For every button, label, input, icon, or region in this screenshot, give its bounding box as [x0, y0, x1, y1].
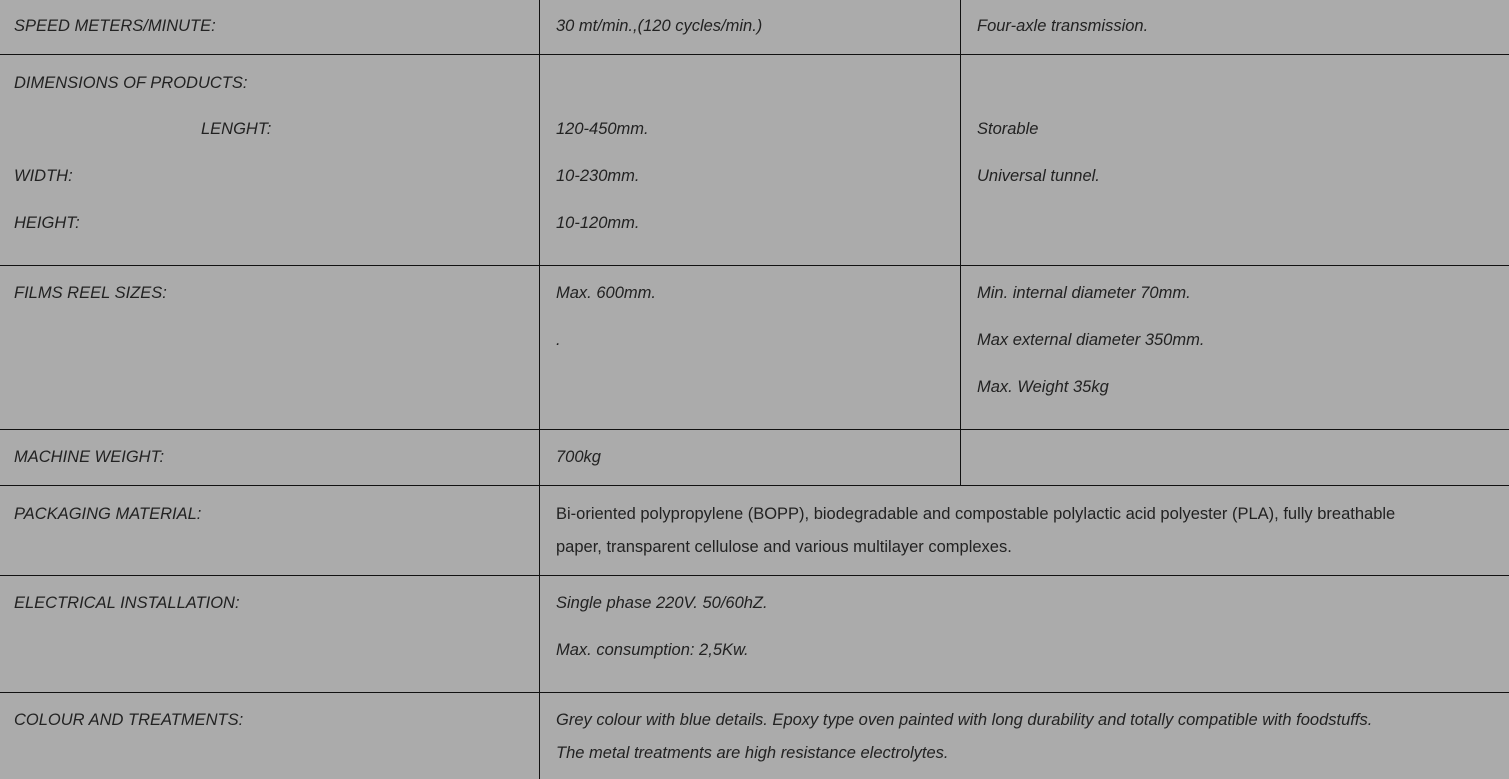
- spec-value-cell: [539, 0, 960, 54]
- spec-label-cell: [0, 430, 539, 485]
- spec-value-cell: [539, 266, 960, 429]
- spec-label: FILMS REEL SIZES:: [14, 284, 167, 302]
- spec-label: PACKAGING MATERIAL:: [14, 505, 202, 523]
- table-row-packaging-material: [0, 486, 1509, 576]
- spec-note: Four-axle transmission.: [977, 17, 1149, 35]
- spec-value: 10-120mm.: [556, 214, 640, 232]
- table-row-machine-weight: [0, 430, 1509, 486]
- spec-label-cell: [0, 486, 539, 575]
- spec-label: SPEED METERS/MINUTE:: [14, 17, 216, 35]
- spec-label: COLOUR AND TREATMENTS:: [14, 711, 244, 729]
- spec-value-cell: [539, 486, 1509, 575]
- table-row-film-reels: [0, 266, 1509, 430]
- spec-value: Bi-oriented polypropylene (BOPP), biodegradable and compostable polylactic acid polyester (PLA), fully breathable: [556, 505, 1396, 523]
- table-row-speed: [0, 0, 1509, 55]
- spec-value: paper, transparent cellulose and various multilayer complexes.: [556, 538, 1012, 556]
- spec-value: Max. consumption: 2,5Kw.: [556, 641, 749, 659]
- spec-note-cell: [960, 0, 1509, 54]
- spec-label-cell: [0, 55, 539, 265]
- spec-sublabel-width: WIDTH:: [14, 167, 73, 185]
- table-row-electrical-installation: [0, 576, 1509, 693]
- spec-value: .: [556, 331, 561, 349]
- spec-label-cell: [0, 693, 539, 779]
- spec-sublabel-height: HEIGHT:: [14, 214, 80, 232]
- spec-value: Max. 600mm.: [556, 284, 656, 302]
- spec-value: 700kg: [556, 448, 601, 466]
- spec-label-cell: [0, 266, 539, 429]
- table-row-dimensions: [0, 55, 1509, 266]
- spec-note-cell: [960, 430, 1509, 485]
- spec-value: Grey colour with blue details. Epoxy type oven painted with long durability and totally compatible with foodstuffs.: [556, 711, 1373, 729]
- spec-label: ELECTRICAL INSTALLATION:: [14, 594, 240, 612]
- spec-value-cell: [539, 55, 960, 265]
- spec-value: Single phase 220V. 50/60hZ.: [556, 594, 768, 612]
- spec-value: 10-230mm.: [556, 167, 640, 185]
- spec-note-cell: [960, 266, 1509, 429]
- spec-note: Storable: [977, 120, 1039, 138]
- table-row-colour-treatments: [0, 693, 1509, 779]
- spec-value-cell: [539, 430, 960, 485]
- spec-value: The metal treatments are high resistance electrolytes.: [556, 744, 949, 762]
- spec-label-cell: [0, 576, 539, 692]
- spec-note: Max. Weight 35kg: [977, 378, 1109, 396]
- spec-note: Universal tunnel.: [977, 167, 1100, 185]
- spec-label: DIMENSIONS OF PRODUCTS:: [14, 74, 248, 92]
- spec-note: Min. internal diameter 70mm.: [977, 284, 1191, 302]
- spec-value: 30 mt/min.,(120 cycles/min.): [556, 17, 763, 35]
- spec-note-cell: [960, 55, 1509, 265]
- spec-value: 120-450mm.: [556, 120, 649, 138]
- spec-value-cell: [539, 576, 1509, 692]
- spec-value-cell: [539, 693, 1509, 779]
- spec-label-cell: [0, 0, 539, 54]
- spec-sublabel-length: LENGHT:: [201, 120, 272, 138]
- spec-label: MACHINE WEIGHT:: [14, 448, 165, 466]
- spec-note: Max external diameter 350mm.: [977, 331, 1205, 349]
